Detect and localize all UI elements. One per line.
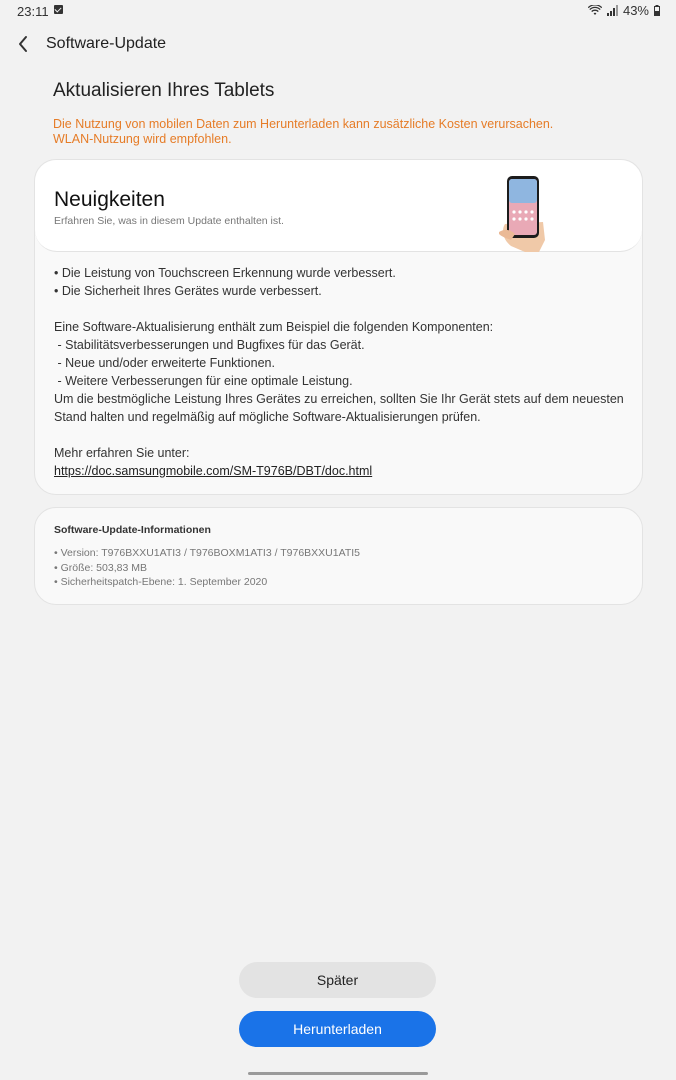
warning-line: Die Nutzung von mobilen Daten zum Herunterladen kann zusätzliche Kosten verursachen. bbox=[53, 117, 554, 131]
battery-percentage: 43% bbox=[622, 3, 649, 18]
signal-icon bbox=[607, 5, 618, 16]
news-bullet: • Die Leistung von Touchscreen Erkennung wurde verbessert. bbox=[54, 266, 396, 280]
warning-line: WLAN-Nutzung wird empfohlen. bbox=[53, 132, 232, 146]
update-info-list bbox=[54, 546, 360, 590]
update-info-card bbox=[34, 507, 643, 605]
home-indicator[interactable] bbox=[248, 1072, 428, 1075]
security-patch-level: • Sicherheitspatch-Ebene: 1. September 2020 bbox=[54, 576, 268, 588]
update-size: • Größe: 503,83 MB bbox=[54, 561, 147, 574]
news-title: Neuigkeiten bbox=[54, 188, 165, 211]
phone-in-hand-icon bbox=[499, 174, 551, 252]
update-version: • Version: T976BXXU1ATI3 / T976BOXM1ATI3 / T976BXXU1ATI5 bbox=[54, 547, 360, 559]
app-bar-title: Software-Update bbox=[46, 35, 167, 52]
download-button[interactable]: Herunterladen bbox=[239, 1011, 436, 1047]
news-item: - Neue und/oder erweiterte Funktionen. bbox=[54, 356, 275, 370]
battery-icon bbox=[654, 5, 660, 16]
news-intro: Eine Software-Aktualisierung enthält zum Beispiel die folgenden Komponenten: bbox=[54, 320, 494, 334]
status-indicators bbox=[588, 3, 660, 18]
news-bullet: • Die Sicherheit Ihres Gerätes wurde verbessert. bbox=[54, 284, 322, 298]
more-info-label: Mehr erfahren Sie unter: bbox=[54, 446, 190, 460]
news-closing: Um die bestmögliche Leistung Ihres Gerätes zu erreichen, sollten Sie Ihr Gerät stets auf dem neuesten bbox=[54, 392, 624, 406]
status-bar bbox=[0, 0, 676, 22]
back-arrow-icon bbox=[12, 32, 36, 56]
documentation-link[interactable]: https://doc.samsungmobile.com/SM-T976B/DBT/doc.html bbox=[54, 464, 373, 478]
app-bar bbox=[0, 26, 676, 62]
news-card bbox=[34, 159, 643, 495]
wifi-icon bbox=[588, 5, 602, 16]
news-body bbox=[54, 264, 629, 480]
update-info-title: Software-Update-Informationen bbox=[54, 524, 211, 536]
news-header bbox=[35, 160, 642, 252]
mobile-data-warning bbox=[53, 117, 633, 147]
news-item: - Stabilitätsverbesserungen und Bugfixes für das Gerät. bbox=[54, 338, 365, 352]
page-heading: Aktualisieren Ihres Tablets bbox=[53, 80, 275, 101]
news-subtitle: Erfahren Sie, was in diesem Update enthalten ist. bbox=[54, 215, 284, 227]
news-closing: Stand halten und regelmäßig auf mögliche Software-Aktualisierungen prüfen. bbox=[54, 410, 481, 424]
notification-check-icon bbox=[54, 5, 63, 14]
status-time: 23:11 bbox=[17, 4, 49, 19]
later-button[interactable]: Später bbox=[239, 962, 436, 998]
back-button[interactable] bbox=[12, 32, 36, 56]
news-item: - Weitere Verbesserungen für eine optimale Leistung. bbox=[54, 374, 353, 388]
